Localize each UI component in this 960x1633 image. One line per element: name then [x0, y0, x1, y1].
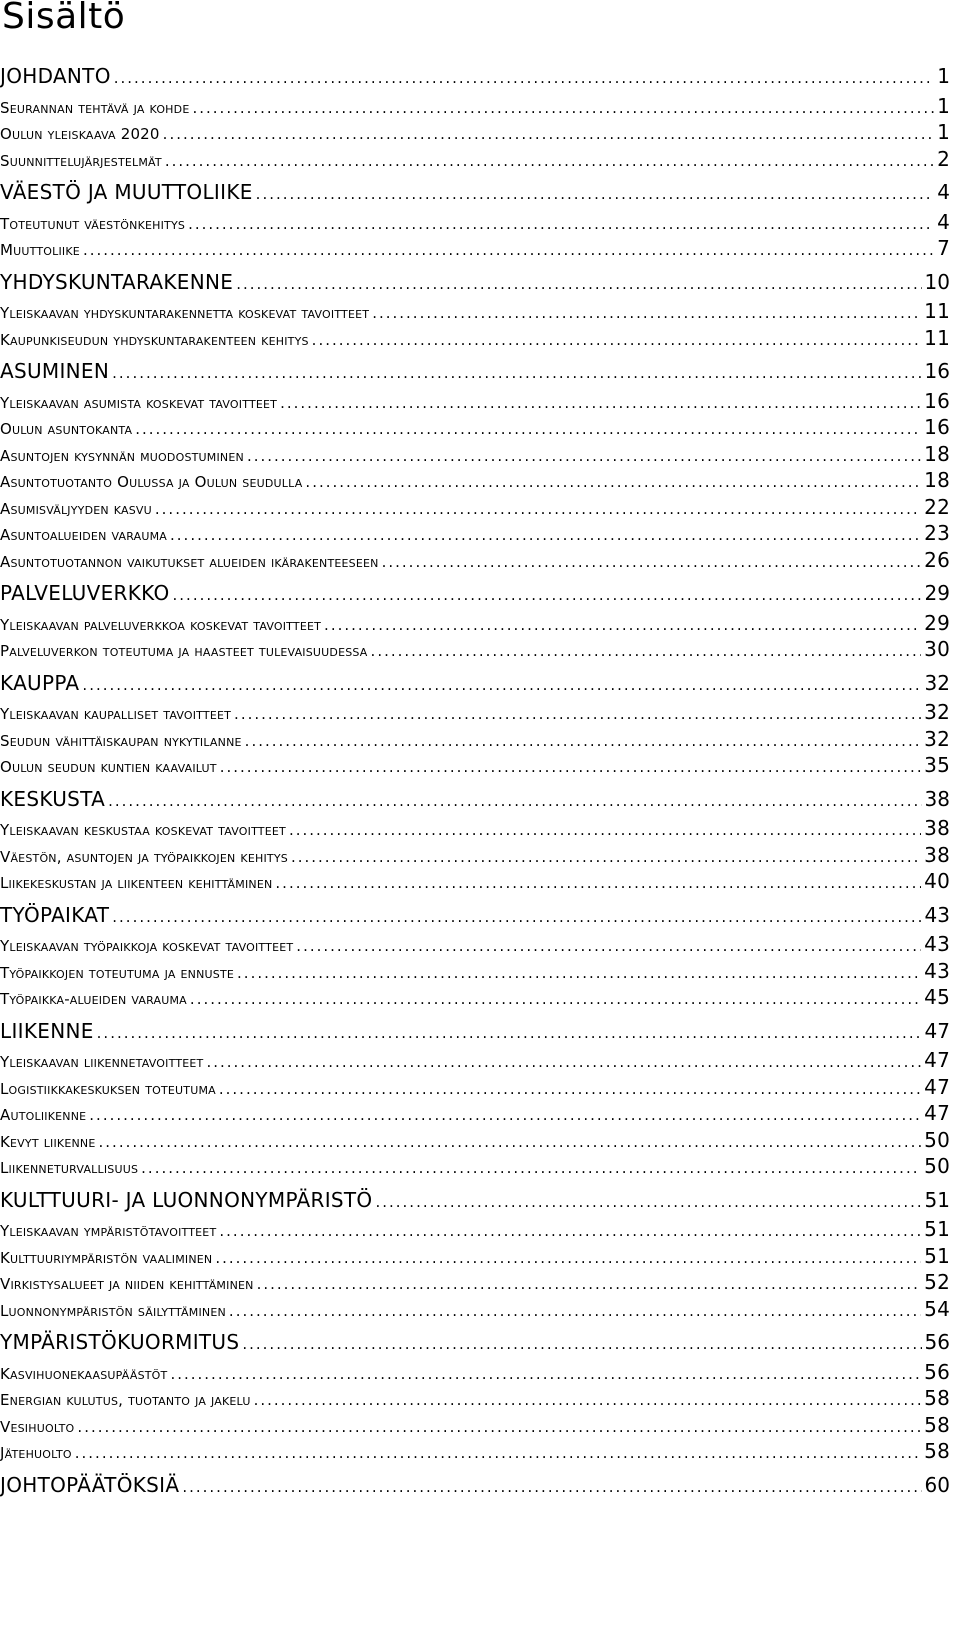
toc-entry-label: Liikenneturvallisuus	[0, 1159, 139, 1177]
toc-chapter-entry[interactable]	[0, 270, 960, 300]
toc-section-entry[interactable]	[0, 442, 960, 468]
dot-leader	[83, 243, 934, 258]
toc-entry-label: KULTTUURI- JA LUONNONYMPÄRISTÖ	[0, 1187, 373, 1212]
dot-leader	[234, 707, 921, 722]
dot-leader	[280, 396, 921, 411]
toc-section-entry[interactable]	[0, 843, 960, 869]
toc-section-entry[interactable]	[0, 120, 960, 146]
dot-leader	[188, 217, 934, 232]
toc-section-entry[interactable]	[0, 1413, 960, 1439]
dot-leader	[114, 71, 935, 86]
toc-entry-label: Kaupunkiseudun yhdyskuntarakenteen kehitys	[0, 330, 309, 349]
toc-section-entry[interactable]	[0, 210, 960, 236]
toc-page-number: 43	[924, 958, 950, 983]
toc-page-number: 38	[924, 842, 950, 867]
dot-leader	[256, 187, 935, 202]
dot-leader	[77, 1420, 921, 1435]
dot-leader	[372, 306, 921, 321]
toc-entry-label: Asumisväljyyden kasvu	[0, 499, 152, 518]
toc-section-entry[interactable]	[0, 869, 960, 895]
toc-entry-label: ASUMINEN	[0, 359, 110, 383]
toc-page-number: 29	[924, 581, 950, 605]
toc-page-number: 47	[924, 1048, 950, 1072]
toc-page-number: 11	[924, 299, 950, 323]
toc-section-entry[interactable]	[0, 1075, 960, 1101]
dot-leader	[219, 1224, 921, 1239]
dot-leader	[190, 992, 921, 1007]
toc-entry-label: Palveluverkon toteutuma ja haasteet tulevaisuudessa	[0, 642, 368, 660]
toc-page-number: 2	[937, 146, 950, 171]
dot-leader	[296, 939, 921, 954]
toc-page-number: 1	[937, 64, 950, 88]
toc-section-entry[interactable]	[0, 147, 960, 173]
toc-page-number: 45	[924, 985, 950, 1009]
dot-leader	[375, 1195, 921, 1210]
dot-leader	[112, 910, 921, 925]
toc-entry-label: YMPÄRISTÖKUORMITUS	[0, 1330, 240, 1354]
toc-entry-label: VÄESTÖ JA MUUTTOLIIKE	[0, 180, 253, 204]
toc-entry-label: Suunnittelujärjestelmät	[0, 151, 162, 170]
toc-section-entry[interactable]	[0, 326, 960, 352]
dot-leader	[165, 154, 934, 169]
toc-entry-label: Logistiikkakeskuksen toteutuma	[0, 1079, 216, 1098]
dot-leader	[371, 644, 922, 659]
toc-entry-label: JOHTOPÄÄTÖKSIÄ	[0, 1472, 180, 1497]
toc-section-entry[interactable]	[0, 94, 960, 120]
toc-page-number: 60	[924, 1472, 950, 1497]
dot-leader	[245, 734, 921, 749]
dot-leader	[382, 555, 922, 570]
toc-page-number: 51	[924, 1243, 950, 1268]
toc-section-entry[interactable]	[0, 415, 960, 441]
dot-leader	[163, 127, 934, 142]
toc-page-number: 58	[924, 1386, 950, 1410]
toc-section-entry[interactable]	[0, 816, 960, 842]
toc-section-entry[interactable]	[0, 611, 960, 637]
toc-page-number: 32	[924, 700, 950, 724]
dot-leader	[141, 1161, 921, 1176]
toc-section-entry[interactable]	[0, 985, 960, 1011]
toc-page-number: 38	[924, 786, 950, 811]
dot-leader	[206, 1055, 921, 1070]
toc-section-entry[interactable]	[0, 1128, 960, 1154]
toc-entry-label: Asuntotuotanto Oulussa ja Oulun seudulla	[0, 473, 303, 491]
toc-page-number: 16	[924, 388, 950, 413]
toc-entry-label: Yleiskaavan kaupalliset tavoitteet	[0, 705, 232, 723]
toc-section-entry[interactable]	[0, 1217, 960, 1243]
toc-entry-label: Työpaikka-alueiden varauma	[0, 990, 187, 1008]
toc-page-number: 47	[924, 1074, 950, 1099]
toc-page-number: 30	[924, 637, 950, 661]
toc-entry-label: Yleiskaavan asumista koskevat tavoitteet	[0, 393, 278, 412]
dot-leader	[324, 618, 921, 633]
dot-leader	[215, 1251, 921, 1266]
toc-entry-label: PALVELUVERKKO	[0, 581, 170, 605]
dot-leader	[229, 1304, 921, 1319]
dot-leader	[275, 876, 921, 891]
dot-leader	[89, 1108, 921, 1123]
toc-entry-label: Yleiskaavan keskustaa koskevat tavoitteet	[0, 821, 286, 839]
toc-section-entry[interactable]	[0, 299, 960, 325]
toc-page-number: 58	[924, 1412, 950, 1437]
toc-page-number: 1	[937, 93, 950, 118]
toc-chapter-entry[interactable]	[0, 359, 960, 389]
toc-page-number: 52	[924, 1270, 950, 1294]
toc-entry-label: Kevyt liikenne	[0, 1132, 96, 1151]
toc-page-number: 50	[924, 1154, 950, 1178]
dot-leader	[312, 333, 921, 348]
toc-section-entry[interactable]	[0, 753, 960, 779]
toc-section-entry[interactable]	[0, 236, 960, 262]
toc-section-entry[interactable]	[0, 1297, 960, 1323]
toc-section-entry[interactable]	[0, 1101, 960, 1127]
toc-entry-label: Yleiskaavan palveluverkkoa koskevat tavoitteet	[0, 615, 322, 634]
toc-page-number: 22	[924, 494, 950, 519]
toc-page-number: 18	[924, 468, 950, 492]
dot-leader	[99, 1135, 922, 1150]
toc-page-number: 40	[924, 869, 950, 893]
dot-leader	[170, 528, 921, 543]
toc-page-number: 1	[937, 120, 950, 144]
toc-section-entry[interactable]	[0, 1386, 960, 1412]
dot-leader	[82, 678, 921, 693]
toc-entry-label: Vesihuolto	[0, 1417, 75, 1436]
toc-page-number: 26	[924, 547, 950, 572]
toc-chapter-entry[interactable]	[0, 671, 960, 701]
toc-page-number: 58	[924, 1439, 950, 1463]
dot-leader	[182, 1480, 921, 1495]
toc-entry-label: Oulun yleiskaava 2020	[0, 125, 160, 143]
toc-page-number: 4	[937, 180, 950, 204]
toc-page-number: 23	[924, 521, 950, 545]
toc-section-entry[interactable]	[0, 548, 960, 574]
toc-entry-label: Yleiskaavan liikennetavoitteet	[0, 1053, 204, 1071]
toc-section-entry[interactable]	[0, 959, 960, 985]
toc-entry-label: Asuntoalueiden varauma	[0, 526, 168, 544]
toc-page-number: 56	[924, 1330, 950, 1354]
toc-chapter-entry[interactable]	[0, 1019, 960, 1049]
dot-leader	[254, 1393, 922, 1408]
toc-page-number: 32	[924, 726, 950, 751]
toc-entry-label: Asuntotuotannon vaikutukset alueiden ikärakenteeseen	[0, 552, 379, 571]
toc-section-entry[interactable]	[0, 521, 960, 547]
dot-leader	[257, 1277, 922, 1292]
dot-leader	[112, 366, 921, 381]
toc-entry-label: Yleiskaavan ympäristötavoitteet	[0, 1222, 217, 1240]
toc-entry-label: Autoliikenne	[0, 1106, 87, 1124]
toc-page-number: 38	[924, 816, 950, 840]
toc-entry-label: Oulun seudun kuntien kaavailut	[0, 758, 217, 776]
dot-leader	[173, 588, 922, 603]
toc-section-entry[interactable]	[0, 700, 960, 726]
toc-page-number: 50	[924, 1127, 950, 1152]
toc-page-number: 16	[924, 359, 950, 383]
toc-page-number: 47	[924, 1018, 950, 1043]
toc-entry-label: KESKUSTA	[0, 786, 106, 811]
toc-entry-label: LIIKENNE	[0, 1018, 94, 1043]
toc-chapter-entry[interactable]	[0, 180, 960, 210]
toc-entry-label: Kulttuuriympäristön vaaliminen	[0, 1248, 213, 1267]
toc-section-entry[interactable]	[0, 637, 960, 663]
toc-entry-label: Muuttoliike	[0, 241, 80, 259]
dot-leader	[75, 1446, 921, 1461]
toc-entry-label: JOHDANTO	[0, 64, 111, 88]
toc-chapter-entry[interactable]	[0, 1473, 960, 1503]
toc-entry-label: Seurannan tehtävä ja kohde	[0, 98, 190, 117]
toc-page-number: 4	[937, 209, 950, 234]
toc-page-number: 18	[924, 441, 950, 466]
toc-entry-label: Seudun vähittäiskaupan nykytilanne	[0, 731, 242, 750]
toc-page-number: 32	[924, 670, 950, 695]
toc-chapter-entry[interactable]	[0, 787, 960, 817]
toc-chapter-entry[interactable]	[0, 581, 960, 611]
toc-entry-label: Jätehuolto	[0, 1444, 72, 1462]
dot-leader	[192, 101, 934, 116]
toc-section-entry[interactable]	[0, 1360, 960, 1386]
toc-entry-label: Väestön, asuntojen ja työpaikkojen kehitys	[0, 847, 288, 866]
dot-leader	[289, 823, 921, 838]
toc-page-number: 54	[924, 1296, 950, 1321]
toc-entry-label: YHDYSKUNTARAKENNE	[0, 269, 234, 294]
toc-entry-label: Kasvihuonekaasupäästöt	[0, 1364, 168, 1383]
toc-section-entry[interactable]	[0, 495, 960, 521]
dot-leader	[236, 277, 921, 292]
toc-entry-label: Oulun asuntokanta	[0, 420, 133, 438]
toc-entry-label: KAUPPA	[0, 670, 80, 695]
toc-page-number: 51	[924, 1187, 950, 1212]
toc-section-entry[interactable]	[0, 1439, 960, 1465]
toc-page-number: 51	[924, 1217, 950, 1241]
toc-entry-label: Asuntojen kysynnän muodostuminen	[0, 446, 244, 465]
toc-chapter-entry[interactable]	[0, 1330, 960, 1360]
toc-page-number: 11	[924, 325, 950, 350]
toc-entry-label: Luonnonympäristön säilyttäminen	[0, 1301, 226, 1320]
dot-leader	[237, 966, 921, 981]
toc-entry-label: Liikekeskustan ja liikenteen kehittäminen	[0, 874, 273, 892]
dot-leader	[247, 449, 921, 464]
dot-leader	[220, 760, 921, 775]
toc-page-number: 47	[924, 1101, 950, 1125]
toc-page-number: 7	[937, 236, 950, 260]
toc-page-number: 10	[924, 269, 950, 294]
toc-page-number: 16	[924, 415, 950, 439]
dot-leader	[219, 1082, 921, 1097]
toc-section-entry[interactable]	[0, 468, 960, 494]
toc-entry-label: TYÖPAIKAT	[0, 902, 110, 927]
toc-page-number: 35	[924, 753, 950, 777]
dot-leader	[291, 850, 921, 865]
toc-chapter-entry[interactable]	[0, 1188, 960, 1218]
toc-entry-label: Toteutunut väestönkehitys	[0, 214, 186, 233]
toc-section-entry[interactable]	[0, 932, 960, 958]
toc-page-number: 43	[924, 902, 950, 927]
toc-section-entry[interactable]	[0, 1154, 960, 1180]
toc-page-number: 56	[924, 1359, 950, 1384]
dot-leader	[135, 422, 921, 437]
dot-leader	[108, 794, 921, 809]
toc-entry-label: Yleiskaavan työpaikkoja koskevat tavoitteet	[0, 937, 294, 955]
toc-entry-label: Yleiskaavan yhdyskuntarakennetta koskevat tavoitteet	[0, 304, 370, 322]
toc-page-number: 43	[924, 932, 950, 956]
dot-leader	[155, 502, 921, 517]
toc-chapter-entry[interactable]	[0, 64, 960, 94]
toc-chapter-entry[interactable]	[0, 903, 960, 933]
toc-entry-label: Energian kulutus, tuotanto ja jakelu	[0, 1391, 251, 1409]
dot-leader	[170, 1367, 921, 1382]
toc-section-entry[interactable]	[0, 1048, 960, 1074]
dot-leader	[242, 1337, 921, 1352]
dot-leader	[97, 1026, 922, 1041]
toc-section-entry[interactable]	[0, 1270, 960, 1296]
toc-entry-label: Virkistysalueet ja niiden kehittäminen	[0, 1275, 254, 1293]
toc-page-number: 29	[924, 610, 950, 635]
toc-section-entry[interactable]	[0, 389, 960, 415]
toc-entry-label: Työpaikkojen toteutuma ja ennuste	[0, 963, 235, 982]
dot-leader	[305, 475, 921, 490]
toc-section-entry[interactable]	[0, 727, 960, 753]
page-title: Sisältö	[2, 0, 126, 37]
toc-section-entry[interactable]	[0, 1244, 960, 1270]
